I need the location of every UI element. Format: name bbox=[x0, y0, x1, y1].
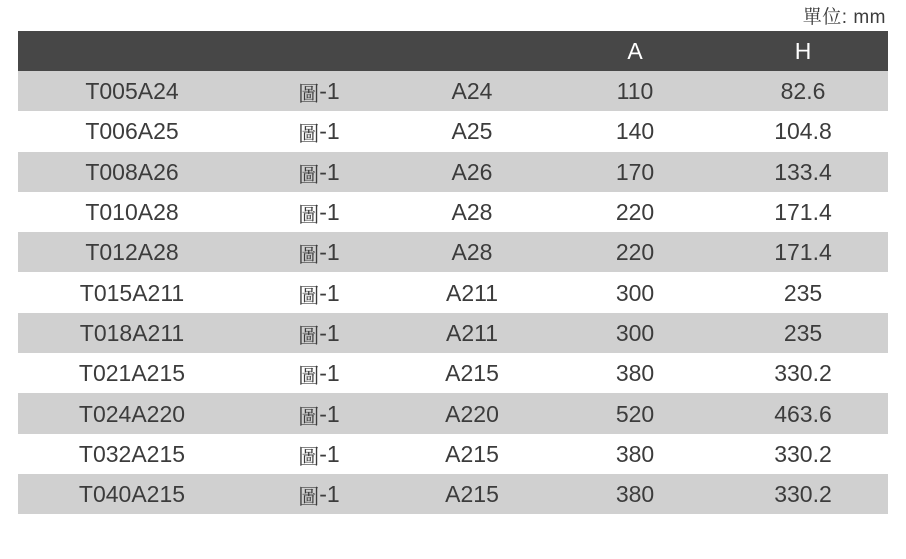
column-header-h: H bbox=[718, 31, 888, 71]
cell-h: 171.4 bbox=[718, 232, 888, 272]
unit-value: mm bbox=[853, 7, 886, 28]
cell-type: A25 bbox=[392, 111, 552, 151]
cell-a: 380 bbox=[552, 434, 718, 474]
cell-figure bbox=[246, 232, 392, 272]
table-header bbox=[18, 31, 888, 71]
figure-suffix: -1 bbox=[319, 78, 340, 105]
figure-glyph: 圖 bbox=[298, 365, 320, 389]
table-row bbox=[18, 353, 888, 393]
cell-h: 82.6 bbox=[718, 71, 888, 111]
table-row bbox=[18, 152, 888, 192]
cell-a: 380 bbox=[552, 474, 718, 514]
cell-figure bbox=[246, 393, 392, 433]
figure-glyph: 圖 bbox=[298, 123, 320, 147]
figure-suffix: -1 bbox=[319, 360, 340, 387]
cell-figure bbox=[246, 313, 392, 353]
cell-figure bbox=[246, 192, 392, 232]
figure-suffix: -1 bbox=[319, 440, 340, 467]
cell-model: T015A211 bbox=[18, 272, 246, 312]
figure-suffix: -1 bbox=[319, 118, 340, 145]
figure-glyph: 圖 bbox=[298, 204, 320, 228]
cell-h: 463.6 bbox=[718, 393, 888, 433]
cell-model: T005A24 bbox=[18, 71, 246, 111]
column-header-a: A bbox=[552, 31, 718, 71]
cell-model: T032A215 bbox=[18, 434, 246, 474]
cell-a: 300 bbox=[552, 272, 718, 312]
figure-suffix: -1 bbox=[319, 400, 340, 427]
cell-a: 380 bbox=[552, 353, 718, 393]
cell-figure bbox=[246, 152, 392, 192]
figure-glyph: 圖 bbox=[298, 163, 320, 187]
cell-figure bbox=[246, 353, 392, 393]
table-row bbox=[18, 111, 888, 151]
cell-a: 520 bbox=[552, 393, 718, 433]
cell-h: 235 bbox=[718, 272, 888, 312]
figure-suffix: -1 bbox=[319, 239, 340, 266]
figure-suffix: -1 bbox=[319, 158, 340, 185]
cell-h: 171.4 bbox=[718, 192, 888, 232]
cell-model: T006A25 bbox=[18, 111, 246, 151]
table-row bbox=[18, 474, 888, 514]
figure-glyph: 圖 bbox=[298, 83, 320, 107]
figure-suffix: -1 bbox=[319, 279, 340, 306]
cell-type: A215 bbox=[392, 434, 552, 474]
column-header-type bbox=[392, 31, 552, 71]
table-row bbox=[18, 71, 888, 111]
figure-glyph: 圖 bbox=[298, 486, 320, 510]
cell-a: 110 bbox=[552, 71, 718, 111]
cell-h: 235 bbox=[718, 313, 888, 353]
cell-a: 220 bbox=[552, 192, 718, 232]
cell-figure bbox=[246, 71, 392, 111]
cell-h: 330.2 bbox=[718, 474, 888, 514]
figure-suffix: -1 bbox=[319, 481, 340, 508]
cell-model: T018A211 bbox=[18, 313, 246, 353]
cell-model: T040A215 bbox=[18, 474, 246, 514]
table-row bbox=[18, 192, 888, 232]
cell-a: 300 bbox=[552, 313, 718, 353]
cell-type: A28 bbox=[392, 192, 552, 232]
figure-glyph: 圖 bbox=[298, 244, 320, 268]
cell-type: A26 bbox=[392, 152, 552, 192]
cell-h: 330.2 bbox=[718, 353, 888, 393]
figure-glyph: 圖 bbox=[298, 445, 320, 469]
unit-label: 單位: bbox=[802, 7, 848, 28]
table-row bbox=[18, 434, 888, 474]
cell-model: T024A220 bbox=[18, 393, 246, 433]
cell-model: T008A26 bbox=[18, 152, 246, 192]
table-body bbox=[18, 71, 888, 514]
cell-model: T012A28 bbox=[18, 232, 246, 272]
column-header-figure bbox=[246, 31, 392, 71]
figure-glyph: 圖 bbox=[298, 284, 320, 308]
cell-type: A28 bbox=[392, 232, 552, 272]
cell-a: 220 bbox=[552, 232, 718, 272]
cell-h: 104.8 bbox=[718, 111, 888, 151]
cell-a: 170 bbox=[552, 152, 718, 192]
figure-glyph: 圖 bbox=[298, 324, 320, 348]
table-header-row bbox=[18, 31, 888, 71]
cell-h: 330.2 bbox=[718, 434, 888, 474]
unit-note bbox=[803, 2, 886, 29]
cell-type: A211 bbox=[392, 313, 552, 353]
cell-model: T021A215 bbox=[18, 353, 246, 393]
cell-model: T010A28 bbox=[18, 192, 246, 232]
cell-figure bbox=[246, 434, 392, 474]
cell-type: A215 bbox=[392, 474, 552, 514]
cell-figure bbox=[246, 474, 392, 514]
cell-type: A215 bbox=[392, 353, 552, 393]
cell-type: A211 bbox=[392, 272, 552, 312]
cell-h: 133.4 bbox=[718, 152, 888, 192]
cell-figure bbox=[246, 111, 392, 151]
figure-suffix: -1 bbox=[319, 199, 340, 226]
specification-table bbox=[18, 31, 888, 514]
figure-glyph: 圖 bbox=[298, 405, 320, 429]
cell-type: A220 bbox=[392, 393, 552, 433]
cell-figure bbox=[246, 272, 392, 312]
figure-suffix: -1 bbox=[319, 319, 340, 346]
column-header-model bbox=[18, 31, 246, 71]
table-row bbox=[18, 313, 888, 353]
cell-type: A24 bbox=[392, 71, 552, 111]
table-row bbox=[18, 272, 888, 312]
table-row bbox=[18, 393, 888, 433]
cell-a: 140 bbox=[552, 111, 718, 151]
table-row bbox=[18, 232, 888, 272]
